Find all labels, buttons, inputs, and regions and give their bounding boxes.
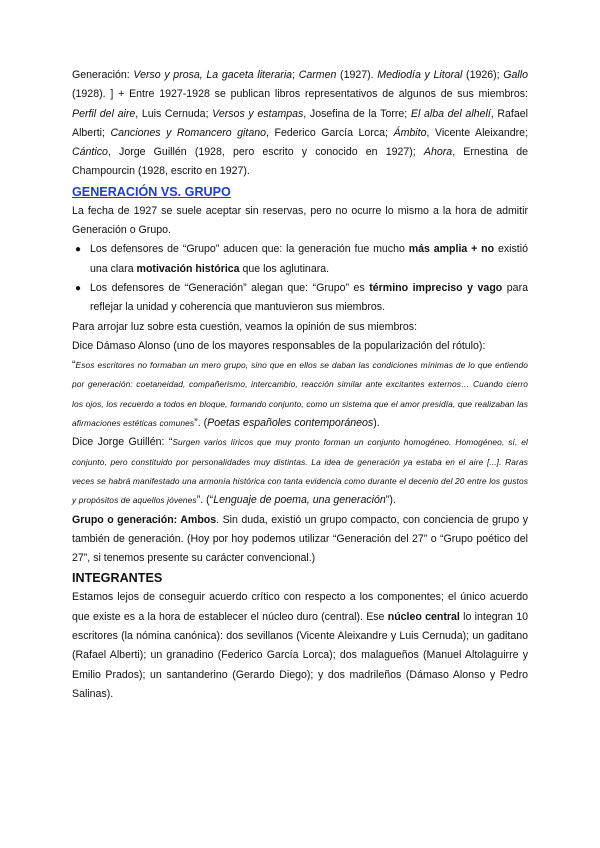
list-item (72, 279, 528, 318)
intro-paragraph (72, 66, 528, 182)
intro-text: ; (292, 69, 299, 81)
intro-text: , Josefina de la Torre; (303, 107, 411, 120)
paragraph-text: lo integran 10 escritores (la nómina canónica): dos sevillanos (Vicente Aleixandre y Luis Cernuda); un gaditano (Rafael Alberti); un granadino (Federico García Lorca); dos malagueños (Manuel Altolaguirre y Emilio Prados); un santanderino (Gerardo Diego); y dos madrileños (Dámaso Alonso y Pedro Salinas). (72, 610, 528, 700)
intro-text: , Ernestina de Champourcin (1928, escrito en 1927). (72, 146, 528, 178)
paragraph-text: . Sin duda, existió un grupo compacto, con conciencia de grupo y también de generación. (Hoy por hoy podemos utilizar “Generación del 27” o “Grupo poético del 27”, si tenemos presente su carácter convencional.) (72, 513, 529, 565)
paragraph: Para arrojar luz sobre esta cuestión, veamos la opinión de sus miembros: (72, 320, 418, 333)
list-text: existió una clara (90, 243, 528, 275)
document-page (72, 66, 528, 704)
paragraph (72, 511, 528, 569)
paragraph: La fecha de 1927 se suele aceptar sin reservas, pero no ocurre lo mismo a la hora de admitir Generación o Grupo. (72, 204, 528, 237)
work-title: Ahora (423, 146, 453, 159)
list-item (72, 240, 528, 279)
intro-text: , Luis Cernuda; (135, 107, 213, 120)
bold-text: término impreciso y vago (369, 281, 503, 294)
quote-jorge-guillen: Surgen varios líricos que muy pronto forman un conjunto homogéneo. Homogéneo, sí, el conjunto, pero constituido por personalidades muy distintas. La idea de generación ya estaba en el aire [...]. Raras veces se habrá manifestado una armonía histórica con tanta evidencia como durante el decenio del 20 entre los gustos y propósitos de aquellos jóvenes (72, 437, 528, 506)
section-heading-integrantes: INTEGRANTES (72, 571, 163, 586)
work-title: El alba del alhelí (410, 107, 491, 120)
work-title: Versos y estampas (212, 107, 304, 120)
list-text: Los defensores de “Grupo” aducen que: la generación fue mucho (90, 243, 409, 256)
work-title: Ámbito (393, 126, 427, 139)
quote-source: Poetas españoles contemporáneos (207, 417, 374, 430)
bullet-icon: ● (75, 282, 82, 294)
paragraph-text: Dice Jorge Guillén: “ (72, 436, 173, 449)
quote-mark: ”. (“ (196, 494, 214, 507)
intro-text: , Vicente Aleixandre; (426, 126, 529, 139)
intro-text: (1928). ] + Entre 1927-1928 se publican libros representativos de algunos de sus miembros: (72, 88, 528, 101)
list-text: para reflejar la unidad y coherencia que mantuvieron sus miembros. (90, 281, 528, 314)
work-title: Mediodía y Litoral (377, 69, 463, 81)
list-text: que los aglutinara. (239, 262, 330, 275)
quote-mark: ”. ( (194, 417, 208, 430)
intro-text: (1926); (462, 69, 504, 81)
intro-text: , Federico García Lorca; (266, 126, 394, 139)
quote-source: Lenguaje de poema, una generación (213, 494, 386, 507)
work-title: Canciones y Romancero gitano (110, 126, 267, 139)
quote-damaso-alonso: Esos escritores no formaban un mero grupo, sino que en ellos se daban las condiciones mínimas de lo que entiendo por generación: coetaneidad, compañerismo, intercambio, reacción similar ante excitantes externos… Cuando cierro los ojos, los recuerdo a todos en bloque, formando conjunto, como un sistema que el amor presidía, que realizaban las afirmaciones estéticas comunes (72, 360, 528, 429)
work-title: Perfil del aire (72, 107, 136, 120)
quote-paragraph (72, 356, 528, 433)
list-text: Los defensores de “Generación” alegan que: “Grupo” es (90, 281, 370, 294)
work-title: Cántico (72, 146, 108, 159)
work-title: Carmen (298, 69, 337, 81)
quote-mark: ”). (385, 494, 396, 507)
intro-text: (1927). (336, 69, 378, 81)
bold-text: más amplia + no (408, 243, 495, 256)
bold-text: núcleo central (387, 610, 460, 623)
bold-text: Grupo o generación: Ambos (72, 513, 217, 526)
paragraph-text: Estamos lejos de conseguir acuerdo crítico con respecto a los componentes; el único acuerdo que existe es a la hora de establecer el núcleo duro (central). Ese (72, 591, 528, 623)
bold-text: motivación histórica (136, 262, 240, 275)
intro-text: Generación: (72, 69, 134, 81)
quote-paragraph (72, 433, 528, 510)
section-heading-generacion-vs-grupo[interactable]: GENERACIÓN VS. GRUPO (72, 184, 231, 199)
work-title: Verso y prosa, La gaceta literaria (133, 69, 293, 81)
quote-mark: “ (72, 359, 76, 372)
paragraph: Dice Dámaso Alonso (uno de los mayores responsables de la popularización del rótulo): (72, 339, 486, 352)
work-title: Gallo (503, 69, 529, 81)
paragraph (72, 588, 528, 704)
bullet-list (72, 240, 528, 317)
intro-text: , Jorge Guillén (1928, pero escrito y conocido en 1927); (107, 146, 424, 159)
intro-text: , Rafael Alberti; (72, 107, 528, 139)
bullet-icon: ● (75, 244, 82, 256)
quote-mark: ). (373, 417, 380, 430)
